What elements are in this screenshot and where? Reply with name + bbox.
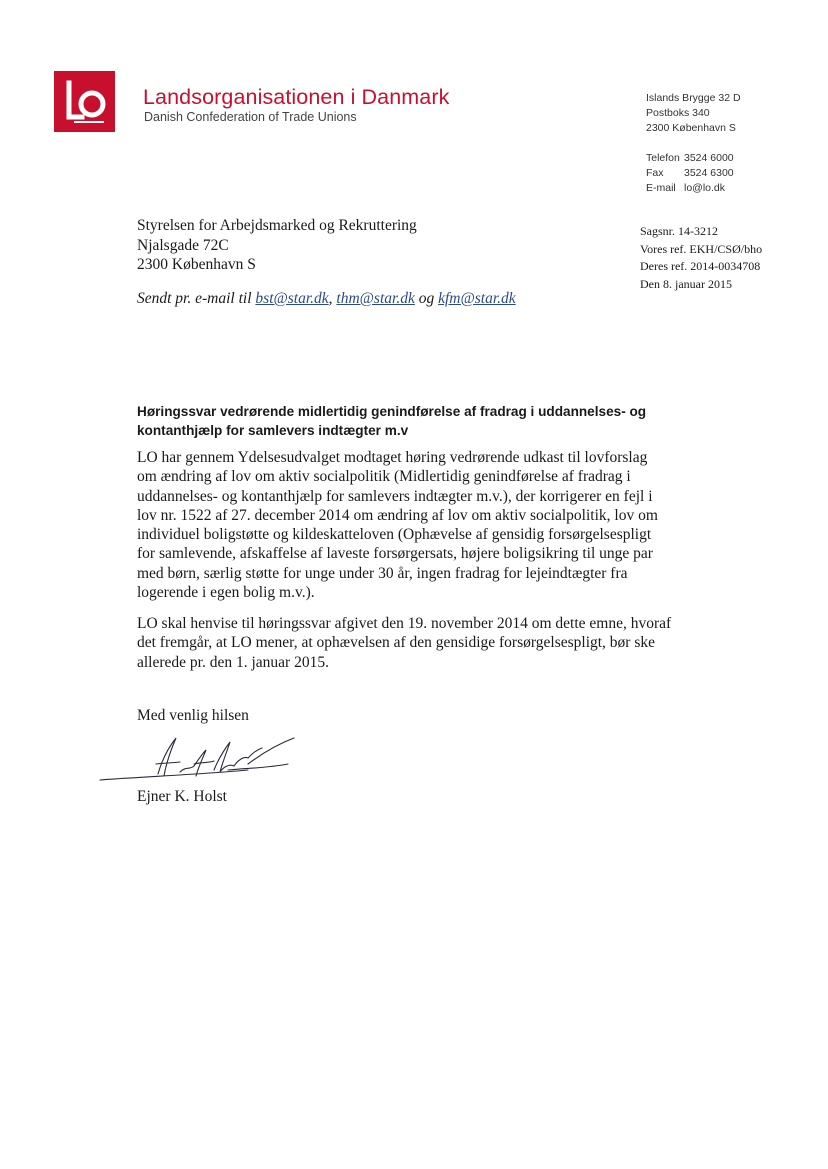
org-name: Landsorganisationen i Danmark: [143, 85, 450, 109]
signature-icon: [98, 730, 308, 790]
paragraph-line: LO har gennem Ydelsesudvalget modtaget høring vedrørende udkast til lovforslag: [137, 449, 648, 466]
address-line: Islands Brygge 32 D: [646, 92, 741, 104]
body-paragraph-2: [137, 614, 671, 672]
email-link-thm[interactable]: thm@star.dk: [336, 290, 415, 307]
separator: ,: [328, 290, 333, 307]
closing-greeting: Med venlig hilsen: [137, 707, 249, 724]
paragraph-line: det fremgår, at LO mener, at ophævelsen af den gensidige forsørgelsespligt, bør ske: [137, 634, 656, 652]
handwritten-signature: [98, 730, 308, 790]
address-line: 2300 København S: [646, 122, 736, 134]
recipient-line: 2300 København S: [137, 256, 256, 273]
signer-name: Ejner K. Holst: [137, 788, 227, 805]
fax-value: 3524 6300: [684, 167, 734, 179]
subject-line: kontanthjælp for samlevers indtægter m.v: [137, 423, 409, 438]
paragraph-line: for samlevende, afskaffelse af laveste forsørgersats, højere boligsikring til unge par: [137, 545, 653, 563]
paragraph-line: med børn, særlig støtte for unge under 30 år, ingen fradrag for lejeindtægter fra: [137, 564, 628, 582]
fax-label: Fax: [646, 167, 664, 179]
recipient-line: Njalsgade 72C: [137, 236, 229, 254]
recipient-address: [137, 216, 417, 275]
address-line: Postboks 340: [646, 107, 710, 119]
phone-label: Telefon: [646, 152, 680, 164]
contact-address: [646, 91, 741, 136]
email-label: E-mail: [646, 182, 676, 194]
letter-subject: [137, 402, 717, 440]
reference-block: [640, 223, 762, 293]
paragraph-line: logerende i egen bolig m.v.).: [137, 584, 315, 602]
phone-value: 3524 6000: [684, 152, 734, 164]
paragraph-line: lov nr. 1522 af 27. december 2014 om ændring af lov om aktiv socialpolitik, lov om: [137, 506, 658, 524]
email-link-bst[interactable]: bst@star.dk: [255, 290, 329, 307]
our-reference: Vores ref. EKH/CSØ/bho: [640, 241, 763, 256]
email-link-kfm[interactable]: kfm@star.dk: [438, 290, 516, 307]
letter-date: Den 8. januar 2015: [640, 276, 732, 291]
phone-row: [646, 151, 734, 166]
paragraph-line: om ændring af lov om aktiv socialpolitik (Midlertidig genindførelse af fradrag i: [137, 468, 631, 486]
sent-by-email-line: [137, 290, 516, 308]
your-reference: Deres ref. 2014-0034708: [640, 259, 761, 273]
lo-logo-mark-icon: [54, 71, 115, 132]
fax-row: [646, 166, 734, 181]
lo-logo: [54, 71, 115, 132]
org-subtitle: Danish Confederation of Trade Unions: [144, 110, 357, 124]
case-number: Sagsnr. 14-3212: [640, 224, 718, 238]
paragraph-line: individuel boligstøtte og kildeskatteloven (Ophævelse af gensidig forsørgelsespligt: [137, 526, 652, 544]
contact-telecom: [646, 151, 734, 196]
email-value[interactable]: lo@lo.dk: [684, 182, 726, 194]
subject-line: Høringssvar vedrørende midlertidig genindførelse af fradrag i uddannelses- og: [137, 404, 647, 419]
body-paragraph-1: [137, 448, 658, 602]
sent-prefix: Sendt pr. e-mail til: [137, 290, 252, 307]
paragraph-line: LO skal henvise til høringssvar afgivet den 19. november 2014 om dette emne, hvoraf: [137, 615, 672, 632]
joiner: og: [418, 290, 435, 307]
email-row: [646, 181, 734, 196]
recipient-line: Styrelsen for Arbejdsmarked og Rekruttering: [137, 217, 417, 234]
paragraph-line: uddannelses- og kontanthjælp for samlevers indtægter m.v.), der korrigerer en fejl i: [137, 487, 653, 505]
paragraph-line: allerede pr. den 1. januar 2015.: [137, 653, 329, 671]
